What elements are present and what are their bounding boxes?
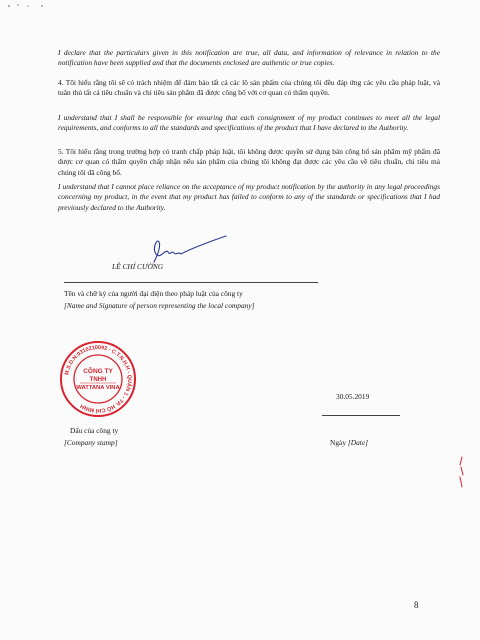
declaration-item4-vi: 4. Tôi hiểu rằng tôi sẽ có trách nhiệm để đảm bảo tất cả các lô sản phẩm của chúng tôi đều đáp ứng các yêu cầu pháp luật, và tuân thủ tất cả tiêu chuẩn và chỉ tiêu sản phẩm đã được công bố với cơ quan có thẩm quyền.: [58, 78, 440, 98]
stamp-line-1: CÔNG TY: [83, 368, 113, 375]
company-stamp: [58, 339, 138, 419]
declaration-item5-vi: 5. Tôi hiểu rằng trong trường hợp có tranh chấp pháp luật, tôi không được quyền sử dụng bản công bố sản phẩm mỹ phẩm đã được cơ quan có thẩm quyền chấp nhận nếu sản phẩm của chúng tôi không đạt được các yêu cầu về tiêu chuẩn, chỉ tiêu mà chúng tôi đã công bố.: [58, 147, 440, 177]
signature-line: [64, 282, 318, 283]
date-line: [322, 415, 400, 416]
representative-label-vi: Tên và chữ ký của người đại diện theo pháp luật của công ty: [64, 289, 243, 298]
representative-label-en: [Name and Signature of person representing the local company]: [64, 301, 255, 310]
stamp-ring-text: M.S.D.N:0310210092 - C.T.N.H.H - QUẬN 1 - TP. HỒ CHÍ MINH: [64, 344, 133, 414]
signer-name: LÊ CHÍ CƯỜNG: [112, 262, 164, 271]
stamp-line-3: WATTANA VINA: [76, 385, 120, 391]
page-number: 8: [414, 600, 419, 610]
margin-red-mark: [455, 455, 467, 489]
date-value: 30.05.2019: [336, 392, 370, 401]
company-stamp-label-en: [Company stamp]: [64, 438, 118, 447]
date-label-vi: Ngày: [330, 438, 347, 447]
stamp-line-2: TNHH: [89, 377, 107, 383]
declaration-particulars-en: I declare that the particulars given in this notification are true, all data, and information of relevance in relation to the notification have been supplied and that the documents enclosed are authentic or true copies.: [58, 48, 440, 68]
date-label: [330, 438, 368, 447]
corner-scribble-mark: [6, 3, 46, 9]
date-label-en: [Date]: [347, 438, 368, 447]
declaration-item4-en: I understand that I shall be responsible for ensuring that each consignment of my product continues to meet all the legal requirements, and conforms to all the standards and specifications of the product that I have declared to the Authority.: [58, 113, 440, 133]
declaration-item5-en: I understand that I cannot place reliance on the acceptance of my product notification by the authority in any legal proceedings concerning my product, in the event that my product has failed to conform to any of the standards or specifications that I had previously declared to the Authority.: [58, 182, 440, 212]
company-stamp-label-vi: Dấu của công ty: [70, 426, 119, 435]
